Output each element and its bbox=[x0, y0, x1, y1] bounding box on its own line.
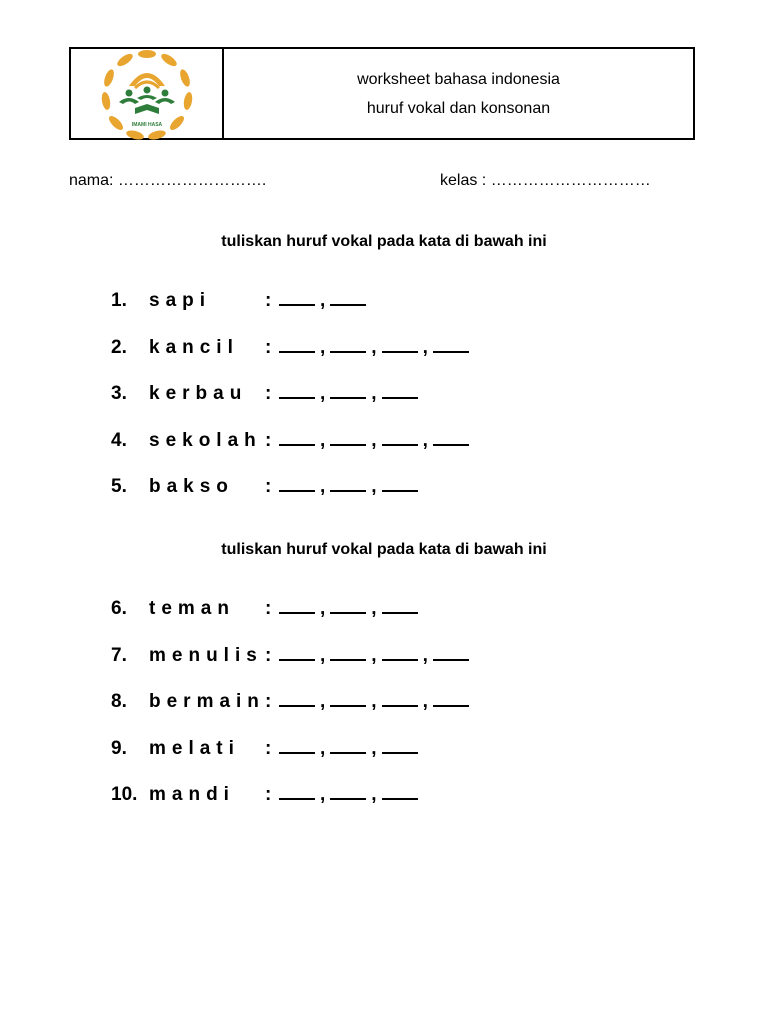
blank-separator: , bbox=[371, 598, 377, 619]
item-number: 2. bbox=[111, 336, 127, 358]
exercise-item bbox=[111, 430, 471, 452]
blank-separator: , bbox=[320, 383, 326, 404]
item-word: melati bbox=[149, 737, 240, 759]
exercise-item bbox=[111, 738, 420, 760]
blank-separator: , bbox=[371, 784, 377, 805]
answer-blank[interactable] bbox=[433, 337, 469, 353]
instruction-heading: tuliskan huruf vokal pada kata di bawah ini bbox=[221, 233, 547, 250]
class-field-label: kelas : ………………………… bbox=[440, 172, 651, 189]
worksheet-header bbox=[69, 47, 695, 140]
answer-blank[interactable] bbox=[330, 290, 366, 306]
worksheet-subtitle: huruf vokal dan konsonan bbox=[366, 99, 551, 117]
blank-separator: , bbox=[320, 336, 326, 358]
blank-separator: , bbox=[422, 644, 428, 666]
item-colon: : bbox=[265, 737, 272, 759]
blank-separator: , bbox=[371, 336, 377, 358]
item-word: kancil bbox=[149, 336, 239, 358]
answer-blank[interactable] bbox=[330, 430, 366, 446]
answer-blank[interactable] bbox=[279, 645, 315, 661]
exercise-item bbox=[111, 598, 420, 620]
blank-separator: , bbox=[371, 383, 377, 404]
answer-blank[interactable] bbox=[279, 430, 315, 446]
exercise-item bbox=[111, 476, 420, 498]
item-number: 9. bbox=[111, 737, 127, 759]
item-colon: : bbox=[265, 290, 272, 311]
answer-blank[interactable] bbox=[279, 290, 315, 306]
answer-blank[interactable] bbox=[330, 476, 366, 492]
worksheet-title: worksheet bahasa indonesia bbox=[357, 70, 560, 88]
answer-blank[interactable] bbox=[330, 784, 366, 800]
item-word: bakso bbox=[149, 476, 234, 497]
exercise-item bbox=[111, 784, 420, 806]
item-number: 4. bbox=[111, 429, 127, 451]
blank-separator: , bbox=[371, 691, 377, 712]
item-colon: : bbox=[265, 598, 272, 619]
exercise-item bbox=[111, 290, 368, 312]
instruction-heading: tuliskan huruf vokal pada kata di bawah ini bbox=[221, 541, 547, 558]
answer-blank[interactable] bbox=[382, 738, 418, 754]
item-number: 6. bbox=[111, 598, 127, 619]
blank-separator: , bbox=[422, 691, 428, 712]
blank-separator: , bbox=[371, 476, 377, 497]
answer-blank[interactable] bbox=[382, 476, 418, 492]
answer-blank[interactable] bbox=[330, 383, 366, 399]
answer-blank[interactable] bbox=[433, 430, 469, 446]
logo-cell bbox=[71, 49, 224, 138]
blank-separator: , bbox=[320, 644, 326, 666]
item-colon: : bbox=[265, 784, 272, 805]
title-cell bbox=[224, 49, 693, 138]
item-colon: : bbox=[265, 429, 272, 451]
item-number: 8. bbox=[111, 691, 127, 712]
item-colon: : bbox=[265, 336, 272, 358]
item-word: sapi bbox=[149, 290, 212, 311]
answer-blank[interactable] bbox=[330, 691, 366, 707]
answer-blank[interactable] bbox=[279, 476, 315, 492]
exercise-item bbox=[111, 383, 420, 405]
blank-separator: , bbox=[371, 429, 377, 451]
item-colon: : bbox=[265, 644, 272, 666]
item-colon: : bbox=[265, 476, 272, 497]
answer-blank[interactable] bbox=[330, 645, 366, 661]
answer-blank[interactable] bbox=[279, 784, 315, 800]
answer-blank[interactable] bbox=[279, 337, 315, 353]
exercise-item bbox=[111, 337, 471, 359]
blank-separator: , bbox=[320, 290, 326, 311]
item-number: 1. bbox=[111, 290, 127, 311]
item-word: kerbau bbox=[149, 383, 248, 404]
name-field-label: nama: ………………………. bbox=[69, 172, 267, 189]
answer-blank[interactable] bbox=[330, 738, 366, 754]
item-number: 7. bbox=[111, 644, 127, 666]
answer-blank[interactable] bbox=[279, 598, 315, 614]
item-word: bermain bbox=[149, 691, 265, 712]
answer-blank[interactable] bbox=[433, 645, 469, 661]
answer-blank[interactable] bbox=[382, 598, 418, 614]
item-colon: : bbox=[265, 383, 272, 404]
blank-separator: , bbox=[320, 691, 326, 712]
answer-blank[interactable] bbox=[382, 784, 418, 800]
answer-blank[interactable] bbox=[330, 337, 366, 353]
answer-blank[interactable] bbox=[382, 337, 418, 353]
answer-blank[interactable] bbox=[330, 598, 366, 614]
item-number: 5. bbox=[111, 476, 127, 497]
answer-blank[interactable] bbox=[382, 645, 418, 661]
blank-separator: , bbox=[320, 476, 326, 497]
item-number: 10. bbox=[111, 784, 138, 805]
logo-text: IMAMI HASA bbox=[131, 121, 162, 128]
item-colon: : bbox=[265, 691, 272, 712]
answer-blank[interactable] bbox=[279, 738, 315, 754]
blank-separator: , bbox=[422, 336, 428, 358]
answer-blank[interactable] bbox=[382, 691, 418, 707]
exercise-item bbox=[111, 645, 471, 667]
item-number: 3. bbox=[111, 383, 127, 404]
blank-separator: , bbox=[371, 644, 377, 666]
blank-separator: , bbox=[320, 429, 326, 451]
answer-blank[interactable] bbox=[382, 430, 418, 446]
blank-separator: , bbox=[422, 429, 428, 451]
answer-blank[interactable] bbox=[433, 691, 469, 707]
school-logo bbox=[97, 46, 197, 142]
answer-blank[interactable] bbox=[279, 383, 315, 399]
answer-blank[interactable] bbox=[382, 383, 418, 399]
blank-separator: , bbox=[371, 737, 377, 759]
blank-separator: , bbox=[320, 784, 326, 805]
item-word: mandi bbox=[149, 784, 235, 805]
item-word: menulis bbox=[149, 644, 263, 666]
answer-blank[interactable] bbox=[279, 691, 315, 707]
blank-separator: , bbox=[320, 598, 326, 619]
item-word: teman bbox=[149, 598, 235, 619]
item-word: sekolah bbox=[149, 429, 262, 451]
blank-separator: , bbox=[320, 737, 326, 759]
exercise-item bbox=[111, 691, 471, 713]
